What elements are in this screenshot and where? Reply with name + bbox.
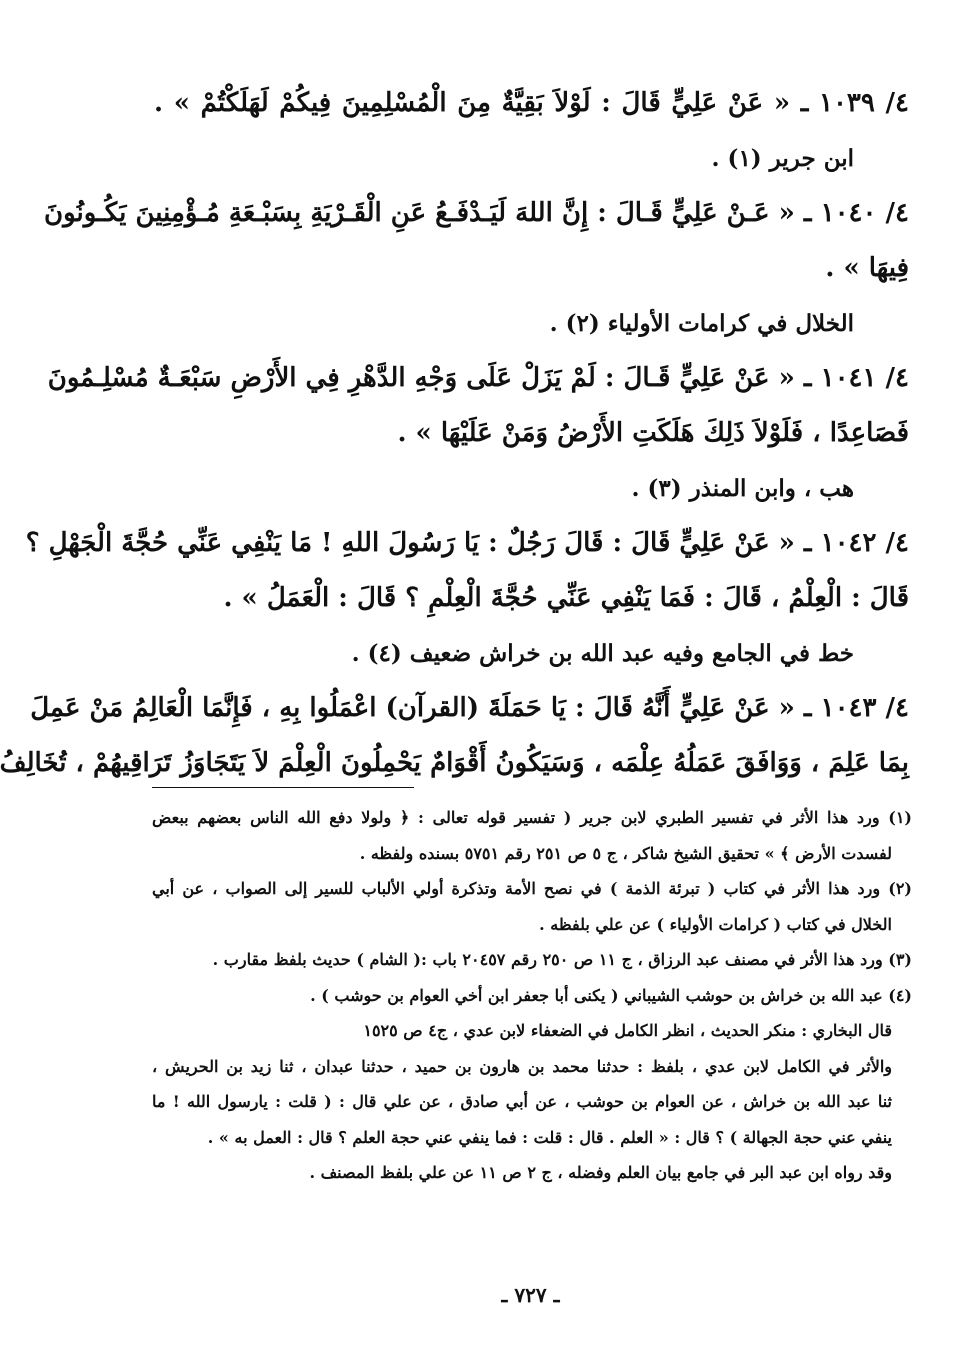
source-line-1041: هب ، وابن المنذر (٣) .	[631, 475, 854, 502]
footnote-4-line-6: وقد رواه ابن عبد البر في جامع بيان العلم وفضله ، ج ٢ ص ١١ عن علي بلفظ المصنف .	[309, 1163, 892, 1182]
footnotes	[152, 800, 912, 1191]
footnote-4-line-2: قال البخاري : منكر الحديث ، انظر الكامل في الضعفاء لابن عدي ، ج٤ ص ١٥٢٥	[363, 1021, 892, 1040]
hadith-1042-line-1: ٤/ ١٠٤٢ ـ « عَنْ عَلِيٍّ قَالَ : قَالَ رَجُلٌ : يَا رَسُولَ اللهِ ! مَا يَنْفِي عَنِّي حُجَّةَ الْجَهْلِ ؟	[25, 528, 909, 558]
hadith-1039-line: ٤/ ١٠٣٩ ـ « عَنْ عَلِيٍّ قَالَ : لَوْلاَ بَقِيَّةٌ مِنَ الْمُسْلِمِينَ فِيكُمْ لَهَلَكْتُمْ » .	[154, 88, 909, 118]
footnote-3: (٣) ورد هذا الأثر في مصنف عبد الرزاق ، ج ١١ ص ٢٥٠ رقم ٢٠٤٥٧ باب :( الشام ) حديث بلفظ مقارب .	[212, 950, 912, 969]
hadith-1040-line-2: فِيهَا » .	[825, 253, 909, 283]
footnote-2-line-2: الخلال في كتاب ( كرامات الأولياء ) عن علي بلفظه .	[539, 914, 892, 934]
source-line-1039: ابن جرير (١) .	[711, 145, 854, 172]
hadith-1043-line-1: ٤/ ١٠٤٣ ـ « عَنْ عَلِيٍّ أَنَّهُ قَالَ : يَا حَمَلَةَ (القرآن) اعْمَلُوا بِهِ ، فَإِنَّمَا الْعَالِمُ مَنْ عَمِلَ	[30, 693, 909, 723]
footnote-separator	[152, 787, 414, 788]
hadith-1041-line-1: ٤/ ١٠٤١ ـ « عَنْ عَلِيٍّ قَـالَ : لَمْ يَزَلْ عَلَى وَجْهِ الدَّهْرِ فِي الأَرْضِ سَبْعَـةٌ مُسْلِـمُونَ	[47, 363, 909, 393]
hadith-1042-line-2: قَالَ : الْعِلْمُ ، قَالَ : فَمَا يَنْفِي عَنِّي حُجَّةَ الْعِلْمِ ؟ قَالَ : الْعَمَلُ » .	[223, 583, 909, 613]
footnote-4-line-3: والأثر في الكامل لابن عدي ، بلفظ : حدثنا محمد بن هارون بن حميد ، حدثنا عبدان ، ثنا زيد بن الحريش ،	[152, 1056, 892, 1076]
hadith-1040-line-1: ٤/ ١٠٤٠ ـ « عَـنْ عَلِيٍّ قَـالَ : إِنَّ اللهَ لَيَـدْفَـعُ عَنِ الْقَـرْيَةِ بِسَبْـعَةِ مُـؤْمِنِينَ يَكُـونُونَ	[44, 198, 909, 228]
page-number: ـ ٧٢٧ ـ	[501, 1283, 560, 1307]
hadith-1043-line-2: بِمَا عَلِمَ ، وَوَافَقَ عَمَلُهُ عِلْمَه ، وَسَيَكُونُ أَقْوَامٌ يَحْمِلُونَ الْعِلْمَ لاَ يَتَجَاوَزُ تَرَاقِيهُمْ ، تُخَالِفُ	[0, 748, 909, 778]
footnote-4-line-4: ثنا عبد الله بن خراش ، عن العوام بن حوشب ، عن أبي صادق ، عن علي قال : ( قلت : يارسول الله ! ما	[152, 1092, 893, 1111]
footnote-1-line-2: لفسدت الأرض ﴾ » تحقيق الشيخ شاكر ، ج ٥ ص ٢٥١ رقم ٥٧٥١ بسنده ولفظه .	[359, 843, 892, 863]
hadith-1041-line-2: فَصَاعِدًا ، فَلَوْلاَ ذَلِكَ هَلَكَتِ الأَرْضُ وَمَنْ عَلَيْهَا » .	[397, 418, 909, 448]
footnote-2-line-1: (٢) ورد هذا الأثر في كتاب ( تبرئة الذمة ) في نصح الأمة وتذكرة أولي الألباب للسير إلى الصواب ، عن أبي	[152, 879, 912, 898]
source-line-1042: خط في الجامع وفيه عبد الله بن خراش ضعيف (٤) .	[351, 640, 854, 667]
footnote-1-line-1: (١) ورد هذا الأثر في تفسير الطبري لابن جرير ( تفسير قوله تعالى : ﴿ ولولا دفع الله الناس بعضهم ببعض	[152, 808, 912, 827]
main-text	[0, 76, 909, 791]
source-line-1040: الخلال في كرامات الأولياء (٢) .	[549, 310, 854, 337]
footnote-4-line-1: (٤) عبد الله بن خراش بن حوشب الشيباني ( يكنى أبا جعفر ابن أخي العوام بن حوشب ) .	[310, 985, 912, 1005]
footnote-4-line-5: ينفي عني حجة الجهالة ) ؟ قال : « العلم . قال : قلت : فما ينفي عني حجة العلم ؟ قال : العمل به » .	[207, 1127, 892, 1147]
